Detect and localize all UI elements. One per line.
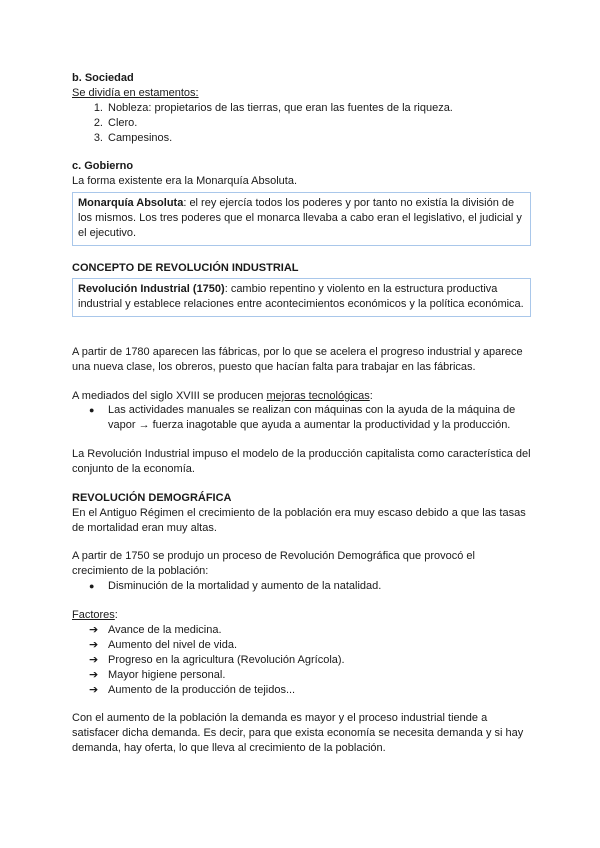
- arrow-right-icon: ➔: [89, 684, 99, 696]
- paragraph-antiguo-regimen: En el Antiguo Régimen el crecimiento de la población era muy escaso debido a que las tasas de mortalidad eran muy altas.: [72, 507, 526, 534]
- mejoras-tecnologicas-text: mejoras tecnológicas: [266, 390, 370, 402]
- definition-box-revolucion-industrial: [72, 278, 531, 317]
- paragraph-fabricas: A partir de 1780 aparecen las fábricas, por lo que se acelera el progreso industrial y aparece una nueva clase, los obreros, puesto que hacían falta para trabajar en las fábricas.: [72, 346, 523, 373]
- arrow-right-icon: ➔: [89, 654, 99, 666]
- paragraph-1750: A partir de 1750 se produjo un proceso de Revolución Demográfica que provocó el crecimiento de la población:: [72, 550, 475, 577]
- bullet-icon: ●: [89, 581, 95, 591]
- list-item: 1. Nobleza: propietarios de las tierras, que eran las fuentes de la riqueza.: [93, 102, 453, 114]
- arrow-right-icon: ➔: [89, 624, 99, 636]
- paragraph-conclusion: Con el aumento de la población la demanda es mayor y el proceso industrial tiende a satisfacer dicha demanda. Es decir, para que exista economía se necesita demanda y si hay demanda, hay oferta, lo que lleva al crecimiento de la población.: [72, 712, 524, 754]
- list-item: ➔ Aumento del nivel de vida.: [89, 639, 238, 651]
- arrow-right-icon: ➔: [89, 669, 99, 681]
- paragraph-capitalista: La Revolución Industrial impuso el modelo de la producción capitalista como característica del conjunto de la economía.: [72, 448, 531, 475]
- factores-label: Factores:: [72, 609, 118, 621]
- list-item: 2. Clero.: [93, 117, 138, 129]
- list-item: ➔ Aumento de la producción de tejidos...: [89, 684, 296, 696]
- list-item: ● Las actividades manuales se realizan con máquinas con la ayuda de la máquina de vapor → fuerza inagotable que ayuda a aumentar la productividad y la producción.: [89, 404, 516, 431]
- list-item: ● Disminución de la mortalidad y aumento de la natalidad.: [89, 580, 382, 592]
- definition-box-monarquia: [72, 192, 531, 246]
- definition-text: : el rey ejercía todos los poderes y por tanto no existía la división de los mismos. Los tres poderes que el monarca llevaba a cabo eran el legislativo, el judicial y el ejecutivo.: [78, 197, 522, 239]
- definition-text: : cambio repentino y violento en la estructura productiva industrial y establece relaciones entre acontecimientos económicos y la política económica.: [78, 283, 524, 310]
- mejoras-list: [72, 403, 532, 433]
- definition-term: Revolución Industrial (1750): [78, 283, 225, 295]
- bullet-icon: ●: [89, 405, 95, 415]
- demografica-list: [72, 579, 532, 594]
- arrow-right-icon: ➔: [89, 639, 99, 651]
- estamentos-list: [72, 101, 532, 146]
- definition-term: Monarquía Absoluta: [78, 197, 184, 209]
- list-item: ➔ Progreso en la agricultura (Revolución Agrícola).: [89, 654, 345, 666]
- section-heading-gobierno: c. Gobierno: [72, 160, 134, 172]
- section-heading-revolucion-industrial: CONCEPTO DE REVOLUCIÓN INDUSTRIAL: [72, 262, 299, 274]
- gobierno-intro: La forma existente era la Monarquía Absoluta.: [72, 175, 298, 187]
- list-item: 3. Campesinos.: [93, 132, 173, 144]
- section-heading-revolucion-demografica: REVOLUCIÓN DEMOGRÁFICA: [72, 492, 232, 504]
- list-item: ➔ Avance de la medicina.: [89, 624, 222, 636]
- paragraph-mejoras: A mediados del siglo XVIII se producen mejoras tecnológicas:: [72, 390, 373, 402]
- factores-list: [72, 623, 532, 698]
- section-heading-sociedad: b. Sociedad: [72, 72, 134, 84]
- list-item: ➔ Mayor higiene personal.: [89, 669, 226, 681]
- sociedad-intro: Se dividía en estamentos:: [72, 87, 199, 99]
